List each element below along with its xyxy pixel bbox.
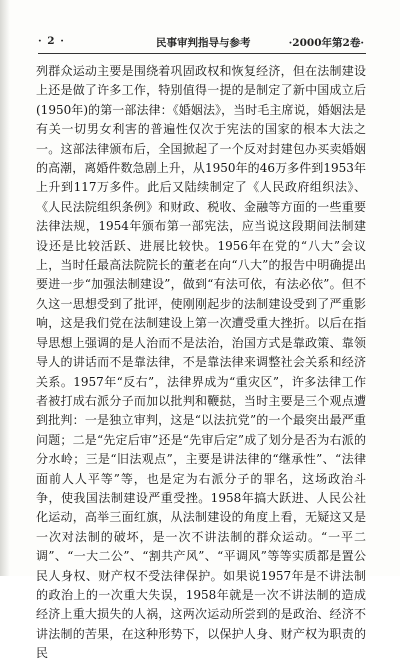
header-rule [38, 53, 366, 54]
scan-shadow-edge [0, 0, 10, 576]
issue-label: ·2000年第2卷· [288, 37, 364, 49]
body-text [36, 62, 366, 661]
body-paragraph: 列群众运动主要是围绕着巩固政权和恢复经济，但在法制建设上还是做了许多工作，特别值得一提的是制定了新中国成立后(1950年)的第一部法律：《婚姻法》，当时毛主席说，婚姻法是有关一切男女利害的普遍性仅次于宪法的国家的根本大法之一。这部法律颁布后，全国掀起了一个反对封建包办买卖婚姻的高潮，离婚件数急剧上升，从1950年的46万多件到1953年上升到117万多件。此后又陆续制定了《人民政府组织法》、《人民法院组织条例》和财政、税收、金融等方面的一些重要法律法规，1954年颁布第一部宪法，应当说这段期间法制建设还是比较活跃、进展比较快。1956年在党的“八大”会议上，当时任最高法院院长的董老在向“八大”的报告中明确提出要进一步“加强法制建设”，做到“有法可依，有法必依”。但不久这一思想受到了批评，使刚刚起步的法制建设受到了严重影响，这是我们党在法制建设上第一次遭受重大挫折。以后在指导思想上强调的是人治而不是法治，治国方式是靠政策、靠领导人的讲话而不是靠法律，不是靠法律来调整社会关系和经济关系。1957年“反右”，法律界成为“重灾区”，许多法律工作者被打成右派分子而加以批判和鞭挞，当时主要是三个观点遭到批判：一是独立审判，这是“以法抗党”的一个最突出最严重问题；二是“先定后审”还是“先审后定”成了划分是否为右派的分水岭；三是“旧法观点”，主要是讲法律的“继承性”、“法律面前人人平等”等，也是定为右派分子的罪名，这场政治斗争，使我国法制建设严重受挫。1958年搞大跃进、人民公社化运动，高举三面红旗，从法制建设的角度上看，无疑这又是一次对法制的破坏，是一次不讲法制的群众运动。“一平二调”、“一大二公”、“割共产风”、“平调风”等等实质都是置公民人身权、财产权不受法律保护。如果说1957年是不讲法制的政治上的一次重大失误，1958年就是一次不讲法制的造成经济上重大损失的人祸，这两次运动所尝到的是政治、经济不讲法制的苦果，在这种形势下，以保护人身、财产权为职责的民 [36, 64, 366, 661]
journal-title: 民事审判指导与参考 [156, 37, 251, 49]
page-number: · 2 · [38, 35, 65, 47]
running-header [38, 34, 364, 52]
